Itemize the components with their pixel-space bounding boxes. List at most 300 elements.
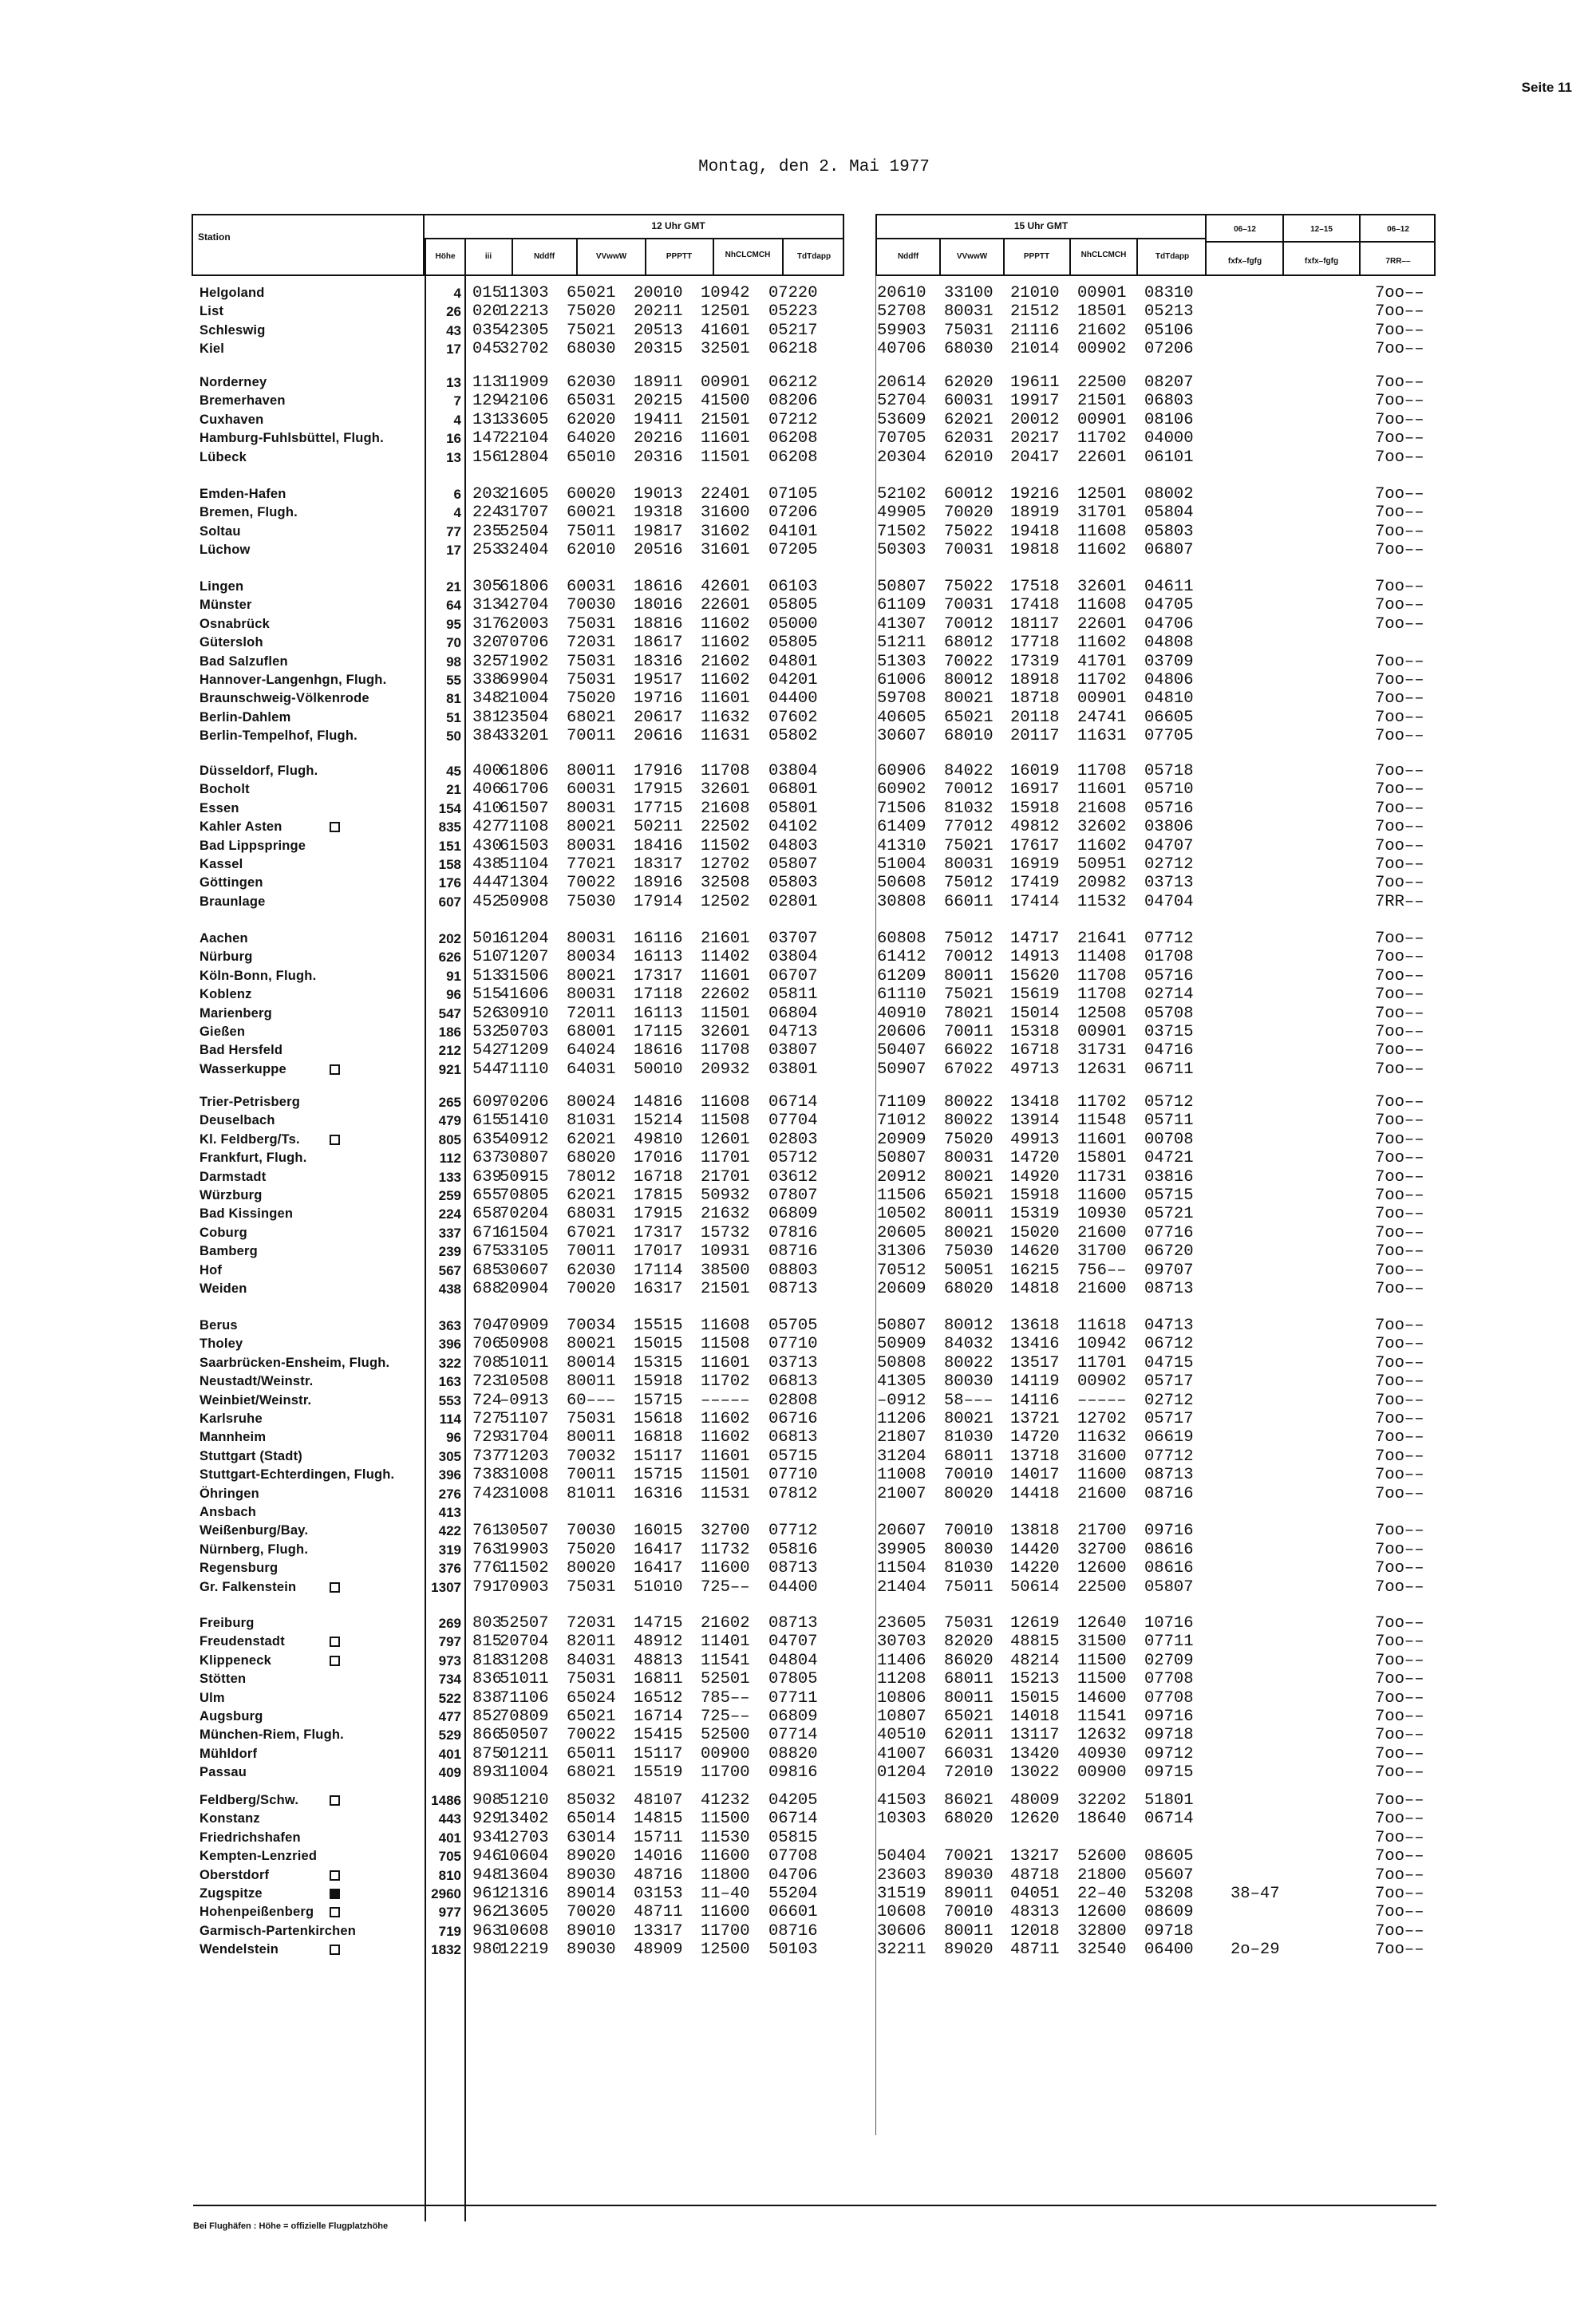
obs-15utc-value: 03709 bbox=[1144, 652, 1194, 671]
station-name: Braunlage bbox=[200, 894, 266, 909]
station-number: 400 bbox=[472, 762, 502, 780]
obs-12utc-value: 55204 bbox=[768, 1885, 818, 1903]
obs-15utc-value: 65021 bbox=[944, 1187, 994, 1205]
obs-15utc-value: 756–– bbox=[1077, 1261, 1127, 1280]
station-number: 742 bbox=[472, 1484, 502, 1503]
obs-12utc-value: 11531 bbox=[701, 1484, 750, 1503]
obs-15utc-value: 70031 bbox=[944, 596, 994, 615]
obs-12utc-value: 69904 bbox=[500, 671, 549, 689]
precip-code: 7oo–– bbox=[1375, 1540, 1424, 1559]
obs-15utc-value: 00901 bbox=[1077, 1023, 1127, 1041]
obs-12utc-value: 11601 bbox=[701, 429, 750, 448]
obs-12utc-value: 70011 bbox=[567, 1466, 616, 1485]
station-name: Deuselbach bbox=[200, 1113, 275, 1128]
obs-15utc-value: 21608 bbox=[1077, 799, 1127, 818]
obs-12utc-value: 70011 bbox=[567, 1242, 616, 1262]
station-number: 384 bbox=[472, 727, 502, 746]
obs-12utc-value: 70022 bbox=[567, 1726, 616, 1745]
obs-15utc-value: 80030 bbox=[944, 1540, 994, 1559]
obs-12utc-value: 80031 bbox=[567, 985, 616, 1005]
station-row bbox=[0, 1941, 1596, 1959]
obs-12utc-value: 65011 bbox=[567, 1744, 616, 1763]
obs-15utc-value: 52708 bbox=[877, 302, 926, 322]
station-number: 452 bbox=[472, 892, 502, 911]
station-number: 929 bbox=[472, 1810, 502, 1829]
obs-15utc-value: 05716 bbox=[1144, 799, 1194, 818]
obs-12utc-value: 41232 bbox=[701, 1791, 750, 1810]
obs-15utc-value: 32211 bbox=[877, 1941, 926, 1960]
obs-12utc-value: 80011 bbox=[567, 762, 616, 780]
obs-12utc-value: 18816 bbox=[634, 614, 683, 634]
header-iii-label: iii bbox=[484, 252, 492, 261]
obs-15utc-value: 71506 bbox=[877, 799, 926, 818]
obs-15utc-value: 81030 bbox=[944, 1559, 994, 1578]
obs-12utc-value: 12804 bbox=[500, 448, 549, 467]
obs-12utc-value: 51410 bbox=[500, 1112, 549, 1131]
obs-15utc-value: 75030 bbox=[944, 1242, 994, 1262]
precip-code: 7oo–– bbox=[1375, 1810, 1424, 1829]
obs-15utc-value: 12018 bbox=[1010, 1921, 1060, 1941]
obs-15utc-value: 13416 bbox=[1010, 1335, 1060, 1354]
obs-15utc-value: 19216 bbox=[1010, 485, 1060, 503]
obs-12utc-value: 12219 bbox=[500, 1941, 549, 1960]
obs-15utc-value: 20217 bbox=[1010, 429, 1060, 448]
station-height: 96 bbox=[446, 1430, 461, 1446]
obs-12utc-value: 07710 bbox=[768, 1466, 818, 1485]
obs-15utc-value: 04051 bbox=[1010, 1885, 1060, 1903]
station-name: Ulm bbox=[200, 1690, 225, 1705]
obs-12utc-value: 17017 bbox=[634, 1242, 683, 1262]
obs-12utc-value: 80034 bbox=[567, 948, 616, 967]
station-row bbox=[0, 1112, 1596, 1130]
obs-15utc-value: 80012 bbox=[944, 1317, 994, 1335]
obs-15utc-value: 08605 bbox=[1144, 1847, 1194, 1866]
obs-15utc-value: 86020 bbox=[944, 1651, 994, 1670]
obs-15utc-value: 13618 bbox=[1010, 1317, 1060, 1335]
obs-12utc-value: 61204 bbox=[500, 930, 549, 948]
station-number: 803 bbox=[472, 1614, 502, 1633]
obs-12utc-value: 16512 bbox=[634, 1688, 683, 1708]
station-name: Hamburg-Fuhlsbüttel, Flugh. bbox=[200, 431, 384, 446]
station-height: 70 bbox=[446, 635, 461, 651]
obs-15utc-value: 06605 bbox=[1144, 708, 1194, 727]
precip-code: 7oo–– bbox=[1375, 1903, 1424, 1922]
obs-12utc-value: 17815 bbox=[634, 1187, 683, 1205]
obs-15utc-value: 12600 bbox=[1077, 1559, 1127, 1578]
obs-12utc-value: 70805 bbox=[500, 1187, 549, 1205]
obs-15utc-value: 78021 bbox=[944, 1004, 994, 1023]
obs-15utc-value: 16917 bbox=[1010, 780, 1060, 800]
station-name: Mühldorf bbox=[200, 1746, 258, 1761]
station-number: 655 bbox=[472, 1187, 502, 1205]
obs-12utc-value: 50932 bbox=[701, 1187, 750, 1205]
obs-15utc-value: 89030 bbox=[944, 1866, 994, 1885]
obs-15utc-value: 20606 bbox=[877, 1023, 926, 1041]
station-height: 77 bbox=[446, 523, 461, 539]
station-name: Köln-Bonn, Flugh. bbox=[200, 968, 317, 983]
obs-12utc-value: 15515 bbox=[634, 1317, 683, 1335]
obs-15utc-value: 04810 bbox=[1144, 689, 1194, 709]
obs-15utc-value: 89020 bbox=[944, 1941, 994, 1960]
station-row bbox=[0, 1168, 1596, 1187]
obs-15utc-value: 22601 bbox=[1077, 614, 1127, 634]
obs-12utc-value: 52504 bbox=[500, 522, 549, 541]
obs-12utc-value: 18916 bbox=[634, 874, 683, 893]
station-name: Soltau bbox=[200, 523, 241, 539]
precip-code: 7oo–– bbox=[1375, 1149, 1424, 1168]
obs-15utc-value: 12620 bbox=[1010, 1810, 1060, 1829]
station-row bbox=[0, 1005, 1596, 1023]
station-name: Stuttgart (Stadt) bbox=[200, 1448, 302, 1463]
obs-15utc-value: 33100 bbox=[944, 284, 994, 302]
station-name: Marienberg bbox=[200, 1005, 272, 1021]
obs-15utc-value: 04704 bbox=[1144, 892, 1194, 911]
obs-15utc-value: 20609 bbox=[877, 1280, 926, 1298]
obs-15utc-value: 52600 bbox=[1077, 1847, 1127, 1866]
obs-12utc-value: 02801 bbox=[768, 892, 818, 911]
obs-15utc-value: 32601 bbox=[1077, 578, 1127, 596]
obs-12utc-value: 68020 bbox=[567, 1149, 616, 1168]
station-name: Weinbiet/Weinstr. bbox=[200, 1392, 312, 1408]
station-row bbox=[0, 615, 1596, 634]
obs-12utc-value: 62010 bbox=[567, 541, 616, 560]
obs-15utc-value: 11504 bbox=[877, 1559, 926, 1578]
obs-15utc-value: 70010 bbox=[944, 1522, 994, 1541]
obs-12utc-value: 18316 bbox=[634, 652, 683, 671]
station-number: 875 bbox=[472, 1744, 502, 1763]
obs-12utc-value: 65024 bbox=[567, 1688, 616, 1708]
obs-12utc-value: 12213 bbox=[500, 302, 549, 322]
station-row bbox=[0, 373, 1596, 392]
obs-15utc-value: 11608 bbox=[1077, 596, 1127, 615]
obs-15utc-value: 04611 bbox=[1144, 578, 1194, 596]
obs-12utc-value: 50103 bbox=[768, 1941, 818, 1960]
obs-12utc-value: 16113 bbox=[634, 1004, 683, 1023]
obs-15utc-value: 21501 bbox=[1077, 392, 1127, 411]
obs-12utc-value: 11602 bbox=[701, 671, 750, 689]
obs-15utc-value: 48009 bbox=[1010, 1791, 1060, 1810]
obs-12utc-value: 48711 bbox=[634, 1903, 683, 1922]
obs-12utc-value: 31601 bbox=[701, 541, 750, 560]
obs-12utc-value: 70011 bbox=[567, 727, 616, 746]
station-height: 705 bbox=[438, 1849, 461, 1865]
station-number: 738 bbox=[472, 1466, 502, 1485]
precip-code: 7oo–– bbox=[1375, 874, 1424, 893]
precip-code: 7oo–– bbox=[1375, 1885, 1424, 1903]
obs-12utc-value: 70809 bbox=[500, 1708, 549, 1726]
obs-15utc-value: 09715 bbox=[1144, 1763, 1194, 1783]
obs-15utc-value: 00902 bbox=[1077, 340, 1127, 359]
obs-12utc-value: 06804 bbox=[768, 1004, 818, 1023]
obs-15utc-value: 50807 bbox=[877, 1317, 926, 1335]
station-name: München-Riem, Flugh. bbox=[200, 1727, 344, 1743]
obs-12utc-value: 61507 bbox=[500, 799, 549, 818]
obs-12utc-value: 20315 bbox=[634, 340, 683, 359]
obs-15utc-value: 13818 bbox=[1010, 1522, 1060, 1541]
precip-code: 7oo–– bbox=[1375, 1763, 1424, 1783]
obs-12utc-value: 11602 bbox=[701, 1428, 750, 1447]
obs-15utc-value: 16215 bbox=[1010, 1261, 1060, 1280]
precip-code: 7oo–– bbox=[1375, 1791, 1424, 1810]
obs-12utc-value: 18911 bbox=[634, 373, 683, 392]
obs-12utc-value: 03804 bbox=[768, 762, 818, 780]
obs-12utc-value: 10604 bbox=[500, 1847, 549, 1866]
obs-15utc-value: 68010 bbox=[944, 727, 994, 746]
obs-15utc-value: 20118 bbox=[1010, 708, 1060, 727]
obs-15utc-value: 70022 bbox=[944, 652, 994, 671]
precip-code: 7oo–– bbox=[1375, 836, 1424, 855]
obs-15utc-value: 50614 bbox=[1010, 1577, 1060, 1597]
obs-12utc-value: 07710 bbox=[768, 1335, 818, 1354]
obs-15utc-value: 22–40 bbox=[1077, 1885, 1127, 1903]
station-row bbox=[0, 930, 1596, 948]
station-height: 1832 bbox=[431, 1942, 461, 1958]
obs-12utc-value: 11701 bbox=[701, 1149, 750, 1168]
open-square-marker-icon bbox=[330, 1795, 340, 1806]
station-name: Braunschweig-Völkenrode bbox=[200, 691, 369, 706]
obs-15utc-value: 52102 bbox=[877, 485, 926, 503]
obs-12utc-value: 03612 bbox=[768, 1167, 818, 1187]
obs-15utc-value: 11506 bbox=[877, 1187, 926, 1205]
header-col-vvwww: VVwwW bbox=[956, 252, 988, 261]
obs-15utc-value: 62021 bbox=[944, 410, 994, 429]
station-name: Stuttgart-Echterdingen, Flugh. bbox=[200, 1467, 395, 1483]
obs-15utc-value: 70705 bbox=[877, 429, 926, 448]
station-number: 962 bbox=[472, 1903, 502, 1922]
obs-12utc-value: 42106 bbox=[500, 392, 549, 411]
obs-15utc-value: 70031 bbox=[944, 541, 994, 560]
obs-12utc-value: 71902 bbox=[500, 652, 549, 671]
obs-15utc-value: 80031 bbox=[944, 302, 994, 322]
station-name: Freudenstadt bbox=[200, 1634, 285, 1649]
obs-15utc-value: 02712 bbox=[1144, 855, 1194, 874]
precip-code: 7oo–– bbox=[1375, 614, 1424, 634]
obs-15utc-value: 06712 bbox=[1144, 1335, 1194, 1354]
station-number: 963 bbox=[472, 1921, 502, 1941]
obs-12utc-value: 07708 bbox=[768, 1847, 818, 1866]
station-height: 319 bbox=[438, 1542, 461, 1558]
station-row bbox=[0, 1829, 1596, 1847]
obs-12utc-value: 51107 bbox=[500, 1410, 549, 1428]
obs-15utc-value: 59708 bbox=[877, 689, 926, 709]
header-extra-box bbox=[1206, 214, 1436, 276]
precip-code: 7oo–– bbox=[1375, 410, 1424, 429]
obs-15utc-value: 09718 bbox=[1144, 1921, 1194, 1941]
obs-15utc-value: 31500 bbox=[1077, 1633, 1127, 1652]
station-height: 95 bbox=[446, 616, 461, 632]
obs-15utc-value: 07705 bbox=[1144, 727, 1194, 746]
obs-15utc-value: 05717 bbox=[1144, 1372, 1194, 1392]
station-name: Klippeneck bbox=[200, 1652, 272, 1668]
station-name: Lüchow bbox=[200, 543, 251, 558]
obs-15utc-value: 23603 bbox=[877, 1866, 926, 1885]
obs-15utc-value: 12631 bbox=[1077, 1060, 1127, 1079]
obs-15utc-value: 32700 bbox=[1077, 1540, 1127, 1559]
station-row bbox=[0, 1149, 1596, 1167]
station-number: 791 bbox=[472, 1577, 502, 1597]
obs-12utc-value: 70034 bbox=[567, 1317, 616, 1335]
station-row bbox=[0, 1335, 1596, 1353]
obs-15utc-value: 77012 bbox=[944, 818, 994, 837]
station-row bbox=[0, 1023, 1596, 1041]
header-rule bbox=[1206, 241, 1436, 243]
obs-15utc-value: 06619 bbox=[1144, 1428, 1194, 1447]
station-name: Öhringen bbox=[200, 1486, 259, 1501]
obs-15utc-value: 12508 bbox=[1077, 1004, 1127, 1023]
station-number: 609 bbox=[472, 1093, 502, 1112]
obs-15utc-value: 30607 bbox=[877, 727, 926, 746]
precip-code: 7oo–– bbox=[1375, 1093, 1424, 1112]
obs-15utc-value: 20605 bbox=[877, 1223, 926, 1242]
obs-12utc-value: 05816 bbox=[768, 1540, 818, 1559]
precip-code: 7oo–– bbox=[1375, 1205, 1424, 1224]
obs-15utc-value: 15801 bbox=[1077, 1149, 1127, 1168]
precip-code: 7oo–– bbox=[1375, 1353, 1424, 1372]
obs-12utc-value: 07805 bbox=[768, 1670, 818, 1689]
obs-12utc-value: 14816 bbox=[634, 1093, 683, 1112]
obs-15utc-value: 11406 bbox=[877, 1651, 926, 1670]
precip-code: 7oo–– bbox=[1375, 652, 1424, 671]
station-row bbox=[0, 1485, 1596, 1503]
obs-15utc-value: 19611 bbox=[1010, 373, 1060, 392]
station-height: 835 bbox=[438, 819, 461, 835]
obs-15utc-value: 16919 bbox=[1010, 855, 1060, 874]
station-height: 176 bbox=[438, 875, 461, 891]
station-number: 348 bbox=[472, 689, 502, 709]
precip-code: 7oo–– bbox=[1375, 429, 1424, 448]
obs-15utc-value: 07206 bbox=[1144, 340, 1194, 359]
obs-12utc-value: 22401 bbox=[701, 485, 750, 503]
obs-12utc-value: 22104 bbox=[500, 429, 549, 448]
station-row bbox=[0, 780, 1596, 799]
precip-code: 7oo–– bbox=[1375, 541, 1424, 560]
open-square-marker-icon bbox=[330, 1945, 340, 1955]
station-name: Cuxhaven bbox=[200, 412, 264, 427]
header-col-nddff: Nddff bbox=[897, 252, 919, 261]
obs-15utc-value: 21700 bbox=[1077, 1522, 1127, 1541]
obs-12utc-value: 67021 bbox=[567, 1223, 616, 1242]
obs-12utc-value: 07206 bbox=[768, 503, 818, 523]
obs-15utc-value: 71502 bbox=[877, 522, 926, 541]
obs-12utc-value: 75031 bbox=[567, 1670, 616, 1689]
obs-15utc-value: 66011 bbox=[944, 892, 994, 911]
station-row bbox=[0, 1541, 1596, 1559]
obs-12utc-value: 20617 bbox=[634, 708, 683, 727]
station-number: 510 bbox=[472, 948, 502, 967]
obs-12utc-value: 05801 bbox=[768, 799, 818, 818]
obs-15utc-value: 70012 bbox=[944, 614, 994, 634]
open-square-marker-icon bbox=[330, 1907, 340, 1917]
obs-15utc-value: 14818 bbox=[1010, 1280, 1060, 1298]
station-number: 708 bbox=[472, 1353, 502, 1372]
station-height: 276 bbox=[438, 1486, 461, 1502]
obs-12utc-value: 07812 bbox=[768, 1484, 818, 1503]
obs-15utc-value: 49812 bbox=[1010, 818, 1060, 837]
station-height: 265 bbox=[438, 1095, 461, 1110]
obs-12utc-value: 10931 bbox=[701, 1242, 750, 1262]
station-row bbox=[0, 1522, 1596, 1540]
obs-15utc-value: 03806 bbox=[1144, 818, 1194, 837]
obs-15utc-value: 60808 bbox=[877, 930, 926, 948]
obs-12utc-value: 04102 bbox=[768, 818, 818, 837]
obs-15utc-value: 75020 bbox=[944, 1130, 994, 1149]
obs-12utc-value: 75021 bbox=[567, 321, 616, 340]
station-height: 16 bbox=[446, 431, 461, 447]
obs-15utc-value: 11601 bbox=[1077, 1130, 1127, 1149]
station-name: List bbox=[200, 304, 224, 319]
station-number: 338 bbox=[472, 671, 502, 689]
obs-12utc-value: 20932 bbox=[701, 1060, 750, 1079]
obs-12utc-value: 31506 bbox=[500, 966, 549, 985]
obs-15utc-value: 14119 bbox=[1010, 1372, 1060, 1392]
obs-12utc-value: 60031 bbox=[567, 578, 616, 596]
obs-12utc-value: 13402 bbox=[500, 1810, 549, 1829]
obs-15utc-value: 32602 bbox=[1077, 818, 1127, 837]
precip-code: 7oo–– bbox=[1375, 1004, 1424, 1023]
station-number: 544 bbox=[472, 1060, 502, 1079]
obs-12utc-value: 06208 bbox=[768, 448, 818, 467]
obs-15utc-value: 71012 bbox=[877, 1112, 926, 1131]
obs-15utc-value: 17418 bbox=[1010, 596, 1060, 615]
station-number: 980 bbox=[472, 1941, 502, 1960]
precip-code: 7oo–– bbox=[1375, 1847, 1424, 1866]
station-name: Hannover-Langenhgn, Flugh. bbox=[200, 673, 387, 687]
obs-15utc-value: 13718 bbox=[1010, 1447, 1060, 1466]
station-height: 4 bbox=[453, 286, 461, 301]
station-number: 325 bbox=[472, 652, 502, 671]
obs-12utc-value: 50915 bbox=[500, 1167, 549, 1187]
obs-12utc-value: 17916 bbox=[634, 762, 683, 780]
obs-15utc-value: 80011 bbox=[944, 966, 994, 985]
station-name: Bad Lippspringe bbox=[200, 838, 306, 853]
precip-code: 7oo–– bbox=[1375, 392, 1424, 411]
station-height: 151 bbox=[438, 838, 461, 854]
station-number: 015 bbox=[472, 284, 502, 302]
station-row bbox=[0, 818, 1596, 836]
station-name: Saarbrücken-Ensheim, Flugh. bbox=[200, 1355, 390, 1370]
precip-code: 7oo–– bbox=[1375, 1280, 1424, 1298]
station-number: 147 bbox=[472, 429, 502, 448]
station-height: 443 bbox=[438, 1811, 461, 1827]
station-row bbox=[0, 1262, 1596, 1280]
station-row bbox=[0, 1317, 1596, 1335]
obs-15utc-value: 32800 bbox=[1077, 1921, 1127, 1941]
obs-12utc-value: 725–– bbox=[701, 1577, 750, 1597]
obs-15utc-value: 21512 bbox=[1010, 302, 1060, 322]
obs-15utc-value: 60012 bbox=[944, 485, 994, 503]
station-number: 515 bbox=[472, 985, 502, 1005]
station-number: 542 bbox=[472, 1041, 502, 1060]
obs-15utc-value: 09712 bbox=[1144, 1744, 1194, 1763]
obs-12utc-value: 19817 bbox=[634, 522, 683, 541]
obs-15utc-value: 62031 bbox=[944, 429, 994, 448]
station-row bbox=[0, 340, 1596, 358]
station-height: 13 bbox=[446, 375, 461, 390]
obs-15utc-value: 20610 bbox=[877, 284, 926, 302]
station-name: Trier-Petrisberg bbox=[200, 1095, 301, 1109]
station-row bbox=[0, 1614, 1596, 1633]
obs-12utc-value: 75031 bbox=[567, 614, 616, 634]
station-number: 675 bbox=[472, 1242, 502, 1262]
obs-12utc-value: 21316 bbox=[500, 1885, 549, 1903]
header-col-divider bbox=[1282, 214, 1284, 276]
obs-12utc-value: 05223 bbox=[768, 302, 818, 322]
precip-code: 7oo–– bbox=[1375, 1410, 1424, 1428]
obs-15utc-value: 17414 bbox=[1010, 892, 1060, 911]
station-name: Göttingen bbox=[200, 875, 263, 890]
station-name: Darmstadt bbox=[200, 1169, 267, 1184]
station-row bbox=[0, 709, 1596, 727]
